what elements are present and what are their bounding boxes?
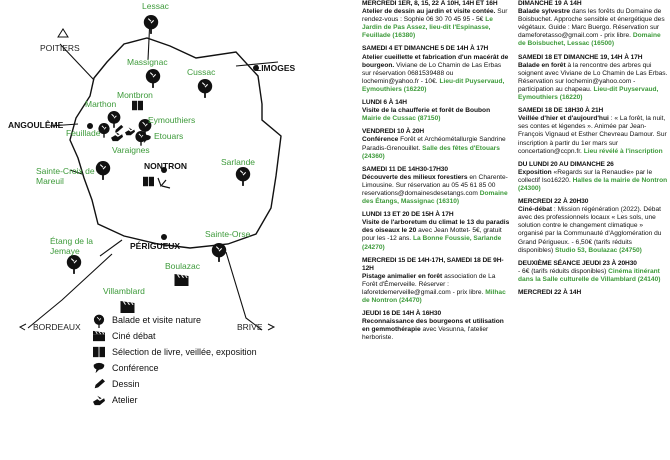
event-2: SAMEDI 4 ET DIMANCHE 5 DE 14H À 17H Atelier cueillette et fabrication d'un macérât de bourgeon. Viviane de Lo Chamin de Las Erbas sur réservation 0681539488 ou lochemin@yahoo.fr - 10€. Lieu-dit Puyservaud, Eymouthiers (16220) <box>362 45 509 93</box>
territory-outline <box>70 38 281 248</box>
place-boulazac: Boulazac <box>165 261 200 271</box>
legend-item-balade: Balade et visite nature <box>90 312 340 328</box>
place-bordeaux: BORDEAUX <box>33 322 81 332</box>
place-perigueux: PÉRIGUEUX <box>130 241 181 251</box>
event-13: MERCREDI 22 À 20H30 Ciné-débat : Mission régénération (2022). Débat avec des professionnels locaux « Les sols, une solution contre le changement climatique » organisé par la Communauté d'Agglomération du Grand Périgueux. - 6,50€ (tarifs réduits disponibles) Studio 53, Boulazac (24750) <box>518 198 662 254</box>
place-eymouthiers: Eymouthiers <box>148 115 196 125</box>
place-sarlande: Sarlande <box>221 157 256 167</box>
place-montbron: Montbron <box>117 90 153 100</box>
legend-item-atelier: Atelier <box>90 392 340 408</box>
place-brive: BRIVE <box>237 322 263 332</box>
speech-bubble-icon <box>92 362 106 374</box>
event-1: MERCREDI 1ER, 8, 15, 22 À 10H, 14H ET 16H Atelier de dessin au jardin et visite contée. Sur rendez-vous : Sophie 06 30 70 45 95 - 5€ Le Jardin de Pas Assez, lieu-dit l'Espinasse, Feuillade (16380) <box>362 0 508 40</box>
events-column-2 <box>518 0 668 302</box>
event-4: VENDREDI 10 À 20H Conférence Forêt et Archéométallurgie Sandrine Paradis-Grenouillet. Salle des fêtes d'Etouars (24360) <box>362 128 506 160</box>
place-nontron: NONTRON <box>144 161 187 171</box>
book-icon <box>92 346 106 358</box>
event-10: SAMEDI 18 ET DIMANCHE 19, 14H À 17H Balade en forêt à la rencontre des arbres qui soignent avec Viviane de Lo Chamin de Las Erbas. Réservation sur lochemin@yahoo.com - participation au chapeau. Lieu-dit Puyservaud, Eymouthiers (16220) <box>518 53 668 102</box>
legend-item-dessin: Dessin <box>90 376 340 392</box>
place-limoges: LIMOGES <box>256 63 296 73</box>
place-varaignes: Varaignes <box>112 145 150 155</box>
tree-icon <box>92 314 106 328</box>
events-column-1 <box>362 0 510 348</box>
place-lessac: Lessac <box>142 1 169 11</box>
legend-item-cine: Ciné débat <box>90 328 340 344</box>
place-cussac: Cussac <box>187 67 216 77</box>
place-etouars: Etouars <box>154 131 184 141</box>
event-11: SAMEDI 18 DE 18H30 À 21H Veillée d'hier et d'aujourd'hui : « La forêt, la nuit, ses contes et légendes ». Animée par Jean-François Vignaud et Esther Chevreau Damour. Sur inscription à partir du 1er mars sur concertation@ccpn.fr. Lieu révélé à l'inscription <box>518 107 667 155</box>
event-12: DU LUNDI 20 AU DIMANCHE 26 Exposition «Regards sur la Renaudie» par le collectif Iso16220. Halles de la mairie de Nontron (24300) <box>518 160 668 192</box>
clapperboard-icon <box>92 330 106 342</box>
pencil-icon <box>92 378 106 390</box>
event-7: MERCREDI 15 DE 14H-17H, SAMEDI 18 DE 9H-12H Pistage animalier en forêt association de La Forêt d'Émerveille. Réserver : laforetdemerveille@gmail.com - prix libre. Milhac de Nontron (24470) <box>362 256 506 305</box>
place-feuillade: Feuillade <box>66 128 101 138</box>
legend-item-conference: Conférence <box>90 360 340 376</box>
legend-item-livre: Sélection de livre, veillée, exposition <box>90 344 340 360</box>
legend <box>90 312 340 408</box>
place-angouleme: ANGOULÊME <box>8 120 64 130</box>
place-marthon: Marthon <box>85 99 117 109</box>
place-poitiers: POITIERS <box>40 43 80 53</box>
event-15: MERCREDI 22 À 14H <box>518 289 582 296</box>
event-9: DIMANCHE 19 À 14H Balade sylvestre dans les forêts du Domaine de Boisbuchet. Approche sensible et énergétique des végétaux. Guide : Marc Buergo. Réservation sur dameforetasso@gmail.com - prix libre. Domaine de Boisbuchet, Lessac (16500) <box>518 0 665 48</box>
event-5: SAMEDI 11 DE 14H30-17H30 Découverte des milieux forestiers en Charente-Limousine. Sur réservation au 05 45 61 85 00 reservations@domainesdesetangs.com Domaine des Étangs, Massignac (16310) <box>362 165 508 206</box>
event-14: DEUXIÈME SÉANCE JEUDI 23 À 20H30 - 6€ (tarifs réduits disponibles) Cinéma itinérant dans la Salle culturelle de Villamblard (24140) <box>518 259 661 283</box>
place-sainte-croix-de-mareuil: Sainte-Croix de Mareuil <box>36 166 95 186</box>
hands-icon <box>92 394 106 406</box>
event-6: LUNDI 13 ET 20 DE 15H À 17H Visite de l'arboretum du climat le 13 du paradis des oiseaux le 20 avec Jean Mottet- 5€, gratuit pour les -12 ans. La Bonne Foussie, Sarlande (24270) <box>362 211 510 251</box>
place-massignac: Massignac <box>127 57 168 67</box>
event-8: JEUDI 16 DE 14H À 16H30 Reconnaissance des bourgeons et utilisation en gemmothérapie avec Vesunna, l'atelier herboriste. <box>362 310 504 342</box>
place-sainte-orse: Sainte-Orse <box>205 229 251 239</box>
place-villamblard: Villamblard <box>103 286 145 296</box>
place-etang-de-la-jemaye: Étang de la Jemaye <box>50 236 94 256</box>
event-3: LUNDI 6 À 14H Visite de la chaufferie et forêt de Boubon Mairie de Cussac (87150) <box>362 99 491 123</box>
